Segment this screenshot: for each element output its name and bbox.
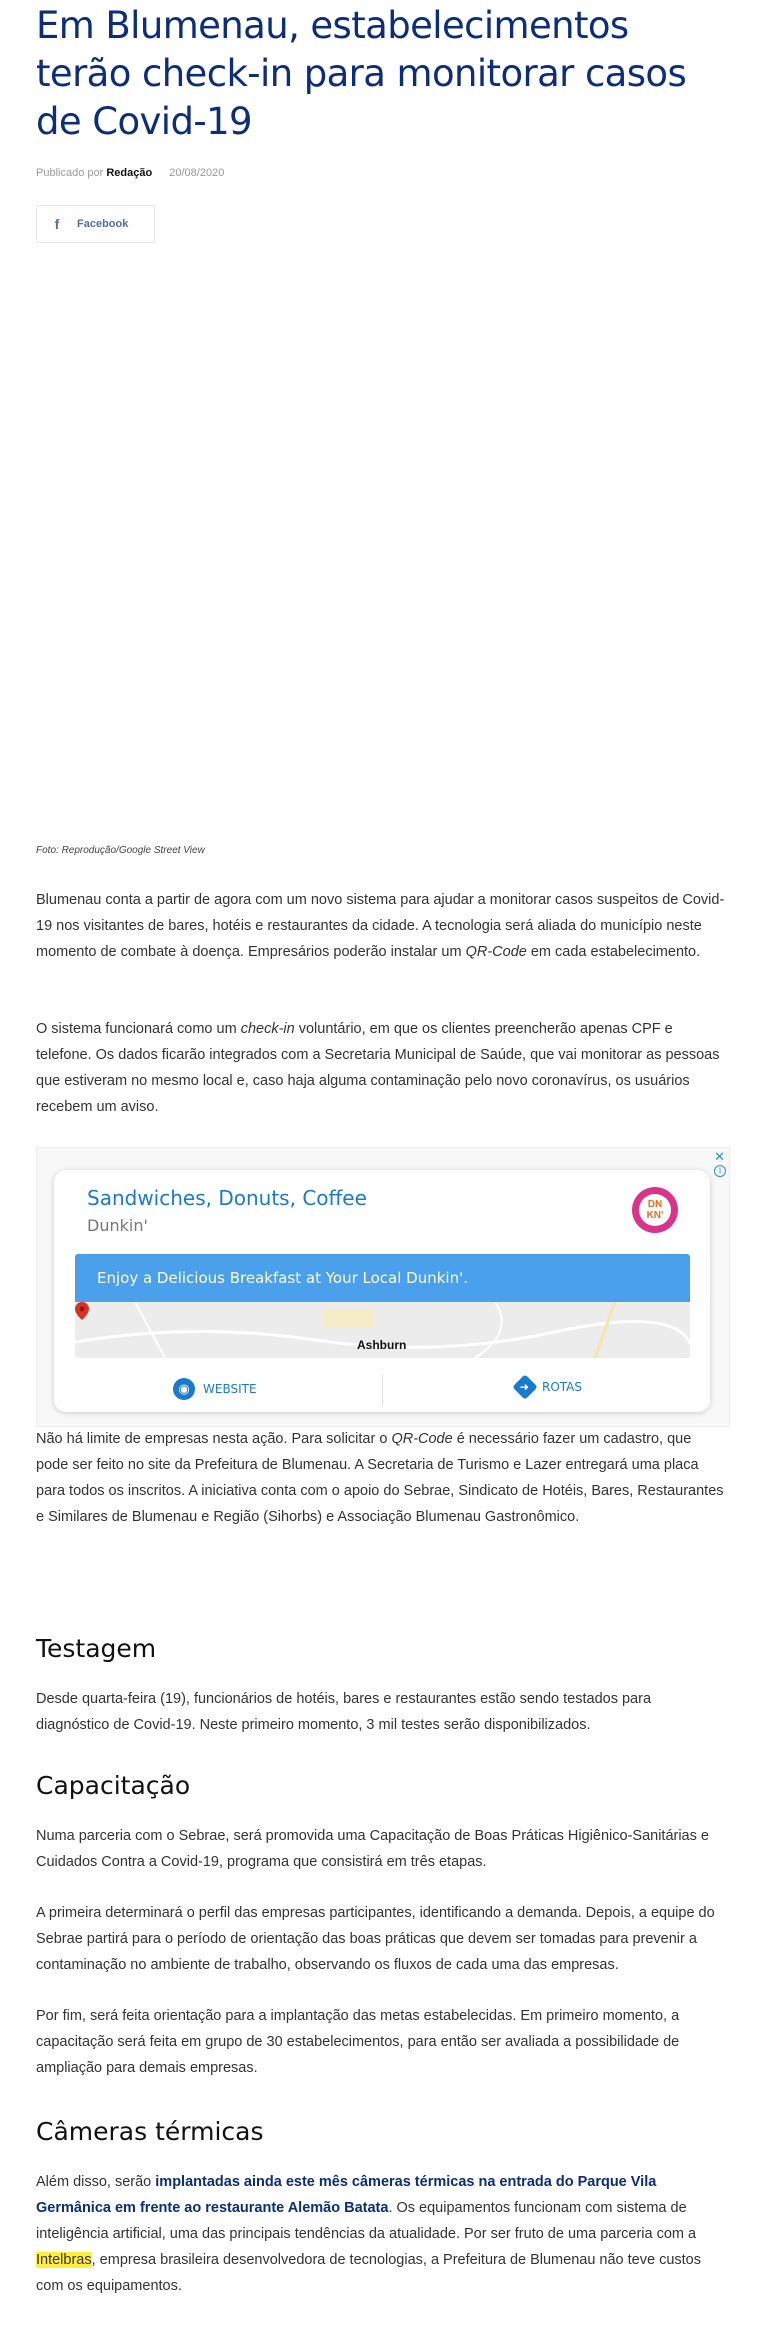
paragraph-text: Não há limite de empresas nesta ação. Para solicitar o (36, 1431, 392, 1447)
paragraph-text: voluntário, em que os clientes preencherão apenas CPF e telefone. Os dados ficarão integrados com a Secretaria Municipal de Saúde, que vai monitorar as pessoas que estiveram no mesmo local e, caso haja alguma contaminação pelo novo coronavírus, os usuários recebem um aviso. (36, 1021, 720, 1115)
dunkin-logo (632, 1187, 678, 1233)
paragraph-text: O sistema funcionará como um (36, 1021, 241, 1037)
paragraph-capacitacao-2: A primeira determinará o perfil das empresas participantes, identificando a demanda. Depois, a equipe do Sebrae partirá para o período de orientação das boas práticas que devem ser tomadas para prevenir a contaminação no ambiente de trabalho, observando os fluxos de cada uma das empresas. (36, 1905, 715, 1973)
article-title: Em Blumenau, estabelecimentos terão check-in para monitorar casos de Covid-19 (36, 4, 687, 143)
ad-directions-label: ROTAS (542, 1380, 583, 1394)
emphasis-text: check-in (240, 1021, 295, 1037)
ad-close-icon[interactable]: ✕ (714, 1149, 725, 1164)
facebook-icon: f (54, 216, 60, 232)
paragraph-text: Além disso, serão (36, 2174, 156, 2190)
paragraph-checkin (36, 1016, 726, 1120)
ad-brand: Dunkin' (87, 1216, 148, 1235)
paragraph-text: é necessário fazer um cadastro, que pode ser feito no site da Prefeitura de Blumenau. A Secretaria de Turismo e Lazer entregará uma placa para todos os inscritos. A iniciativa conta com o apoio do Sebrae, Sindicato de Hotéis, Bares, Restaurantes e Similares de Blumenau e Região (Sihorbs) e Associação Blumenau Gastronômico. (36, 1431, 724, 1525)
ad-banner[interactable]: Enjoy a Delicious Breakfast at Your Local Dunkin'. (75, 1254, 690, 1302)
ad-card[interactable] (54, 1170, 710, 1412)
paragraph-text: Blumenau conta a partir de agora com um novo sistema para ajudar a monitorar casos suspeitos de Covid-19 nos visitantes de bares, hotéis e restaurantes da cidade. A tecnologia será aliada do município neste momento de combate à doença. Empresários poderão instalar um (36, 892, 725, 960)
paragraph-cameras (36, 2169, 726, 2299)
emphasis-text: QR-Code (391, 1431, 453, 1447)
heading-testagem: Testagem (36, 1634, 157, 1663)
paragraph-cadastro (36, 1426, 726, 1530)
paragraph-intro (36, 887, 726, 965)
paragraph-testagem: Desde quarta-feira (19), funcionários de hotéis, bares e restaurantes estão sendo testados para diagnóstico de Covid-19. Neste primeiro momento, 3 mil testes serão disponibilizados. (36, 1691, 652, 1733)
author-link[interactable]: Redação (106, 167, 153, 179)
ad-actions (54, 1370, 710, 1406)
globe-icon: ◉ (173, 1378, 195, 1400)
directions-icon: ➜ (512, 1374, 537, 1399)
facebook-share-label: Facebook (77, 218, 129, 230)
ad-website-label: WEBSITE (203, 1382, 257, 1396)
heading-cameras: Câmeras térmicas (36, 2117, 264, 2146)
paragraph-text: , empresa brasileira desenvolvedora de tecnologias, a Prefeitura de Blumenau não teve custos com os equipamentos. (36, 2252, 701, 2294)
paragraph-text: . Os equipamentos funcionam com sistema de inteligência artificial, uma das principais tendências da atualidade. Por ser fruto de uma parceria com a (36, 2200, 697, 2242)
photo-caption: Foto: Reprodução/Google Street View (36, 845, 205, 856)
paragraph-text: em cada estabelecimento. (526, 944, 701, 960)
emphasis-text: QR-Code (465, 944, 527, 960)
paragraph-capacitacao-1: Numa parceria com o Sebrae, será promovida uma Capacitação de Boas Práticas Higiênico-Sanitárias e Cuidados Contra a Covid-19, programa que consistirá em três etapas. (36, 1828, 709, 1870)
ad-website-button[interactable] (173, 1378, 257, 1400)
published-by-label: Publicado por (36, 167, 104, 179)
cameras-article-link[interactable]: implantadas ainda este mês câmeras térmicas na entrada do Parque Vila Germânica em frente ao restaurante Alemão Batata (36, 2174, 657, 2216)
ad-directions-button[interactable] (516, 1378, 582, 1396)
post-date: 20/08/2020 (169, 167, 225, 179)
facebook-share-button[interactable] (36, 205, 155, 243)
ad-headline[interactable]: Sandwiches, Donuts, Coffee (87, 1186, 367, 1210)
map-city-label: Ashburn (357, 1338, 407, 1352)
highlighted-text: Intelbras (36, 2252, 92, 2268)
ad-info-icon[interactable]: i (714, 1165, 726, 1177)
map-pin-icon (75, 1302, 89, 1320)
ad-actions-divider (382, 1374, 383, 1406)
advertisement (36, 1147, 730, 1427)
ad-map[interactable] (75, 1302, 690, 1358)
dunkin-logo-text: DN KN' (639, 1194, 671, 1226)
paragraph-capacitacao-3: Por fim, será feita orientação para a implantação das metas estabelecidas. Em primeiro momento, a capacitação será feita em grupo de 30 estabelecimentos, para então ser avaliada a possibilidade de ampliação para demais empresas. (36, 2008, 680, 2076)
post-meta (36, 167, 224, 179)
heading-capacitacao: Capacitação (36, 1771, 191, 1800)
